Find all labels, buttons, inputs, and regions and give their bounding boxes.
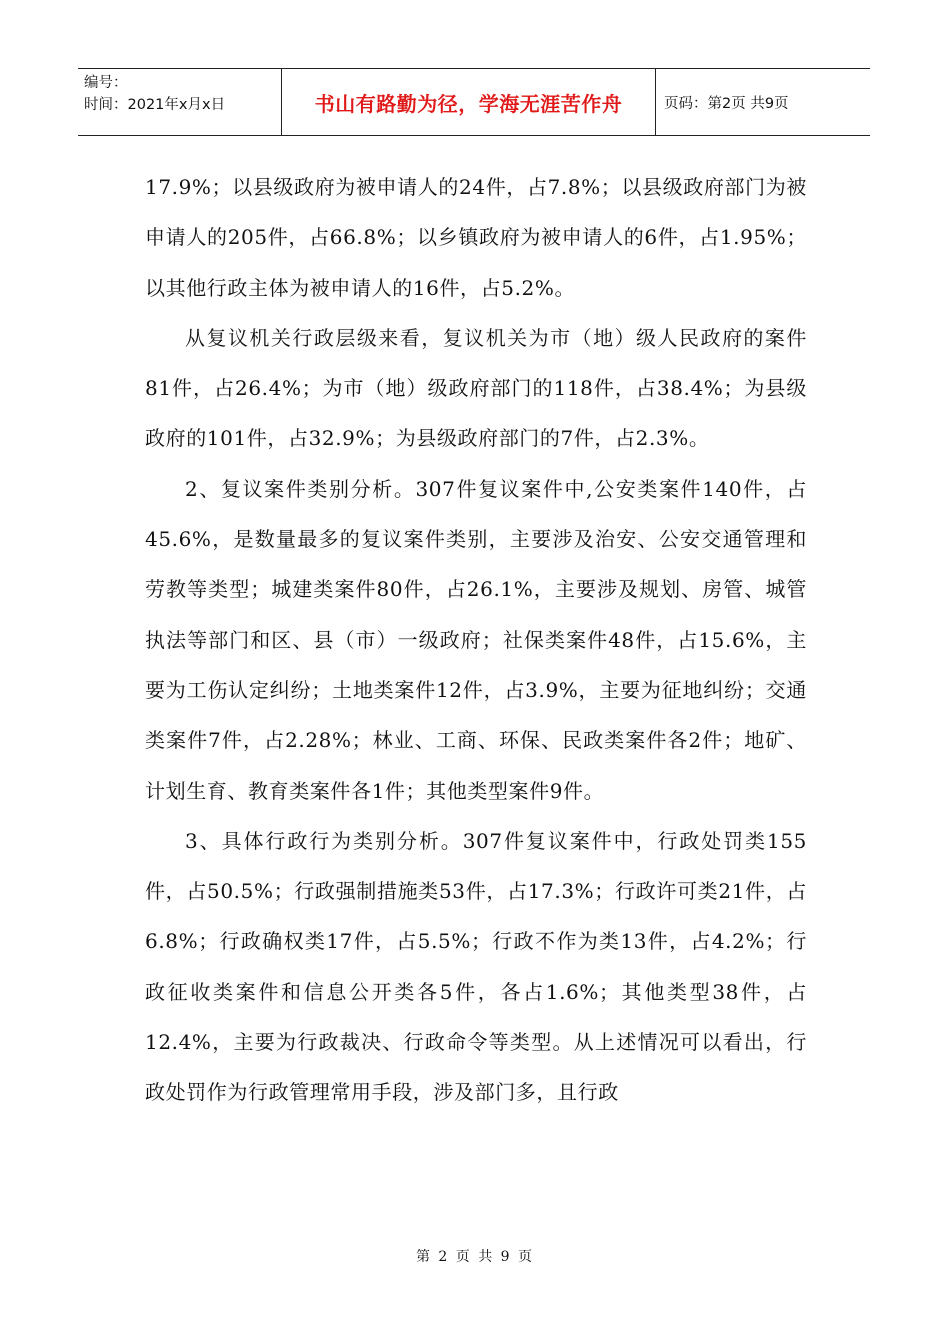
paragraph-case-category: 2、复议案件类别分析。307件复议案件中,公安类案件140件，占45.6%，是数量最多的复议案件类别，主要涉及治安、公安交通管理和劳教等类型；城建类案件80件，占26.1%，主要涉及规划、房管、城管执法等部门和区、县（市）一级政府；社保类案件48件，占15.6%，主要为工伤认定纠纷；土地类案件12件，占3.9%，主要为征地纠纷；交通类案件7件，占2.28%；林业、工商、环保、民政类案件各2件；地矿、计划生育、教育类案件各1件；其他类型案件9件。	[145, 476, 807, 803]
paragraph-action-category: 3、具体行政行为类别分析。307件复议案件中，行政处罚类155件，占50.5%；行政强制措施类53件，占17.3%；行政许可类21件，占6.8%；行政确权类17件，占5.5%；行政不作为类13件，占4.2%；行政征收类案件和信息公开类各5件，各占1.6%；其他类型38件，占12.4%，主要为行政裁决、行政命令等类型。从上述情况可以看出，行政处罚作为行政管理常用手段，涉及部门多，且行政	[145, 828, 807, 1105]
number-label: 编号：	[84, 75, 128, 91]
paragraph-continued: 17.9%；以县级政府为被申请人的24件，占7.8%；以县级政府部门为被申请人的205件，占66.8%；以乡镇政府为被申请人的6件，占1.95%；以其他行政主体为被申请人的16件，占5.2%。	[145, 175, 807, 300]
header-motto: 书山有路勤为径，学海无涯苦作舟	[282, 69, 656, 135]
header-meta	[78, 69, 282, 135]
header-page-info: 页码：第2页 共9页	[664, 95, 789, 112]
page-footer: 第 2 页 共 9 页	[415, 1249, 535, 1265]
paragraph-review-level: 从复议机关行政层级来看，复议机关为市（地）级人民政府的案件81件，占26.4%；为市（地）级政府部门的118件，占38.4%；为县级政府的101件，占32.9%；为县级政府部门的7件，占2.3%。	[145, 325, 807, 451]
time-label: 时间：2021年x月x日	[84, 97, 226, 113]
document-body	[145, 162, 807, 1118]
page-header	[78, 68, 870, 136]
